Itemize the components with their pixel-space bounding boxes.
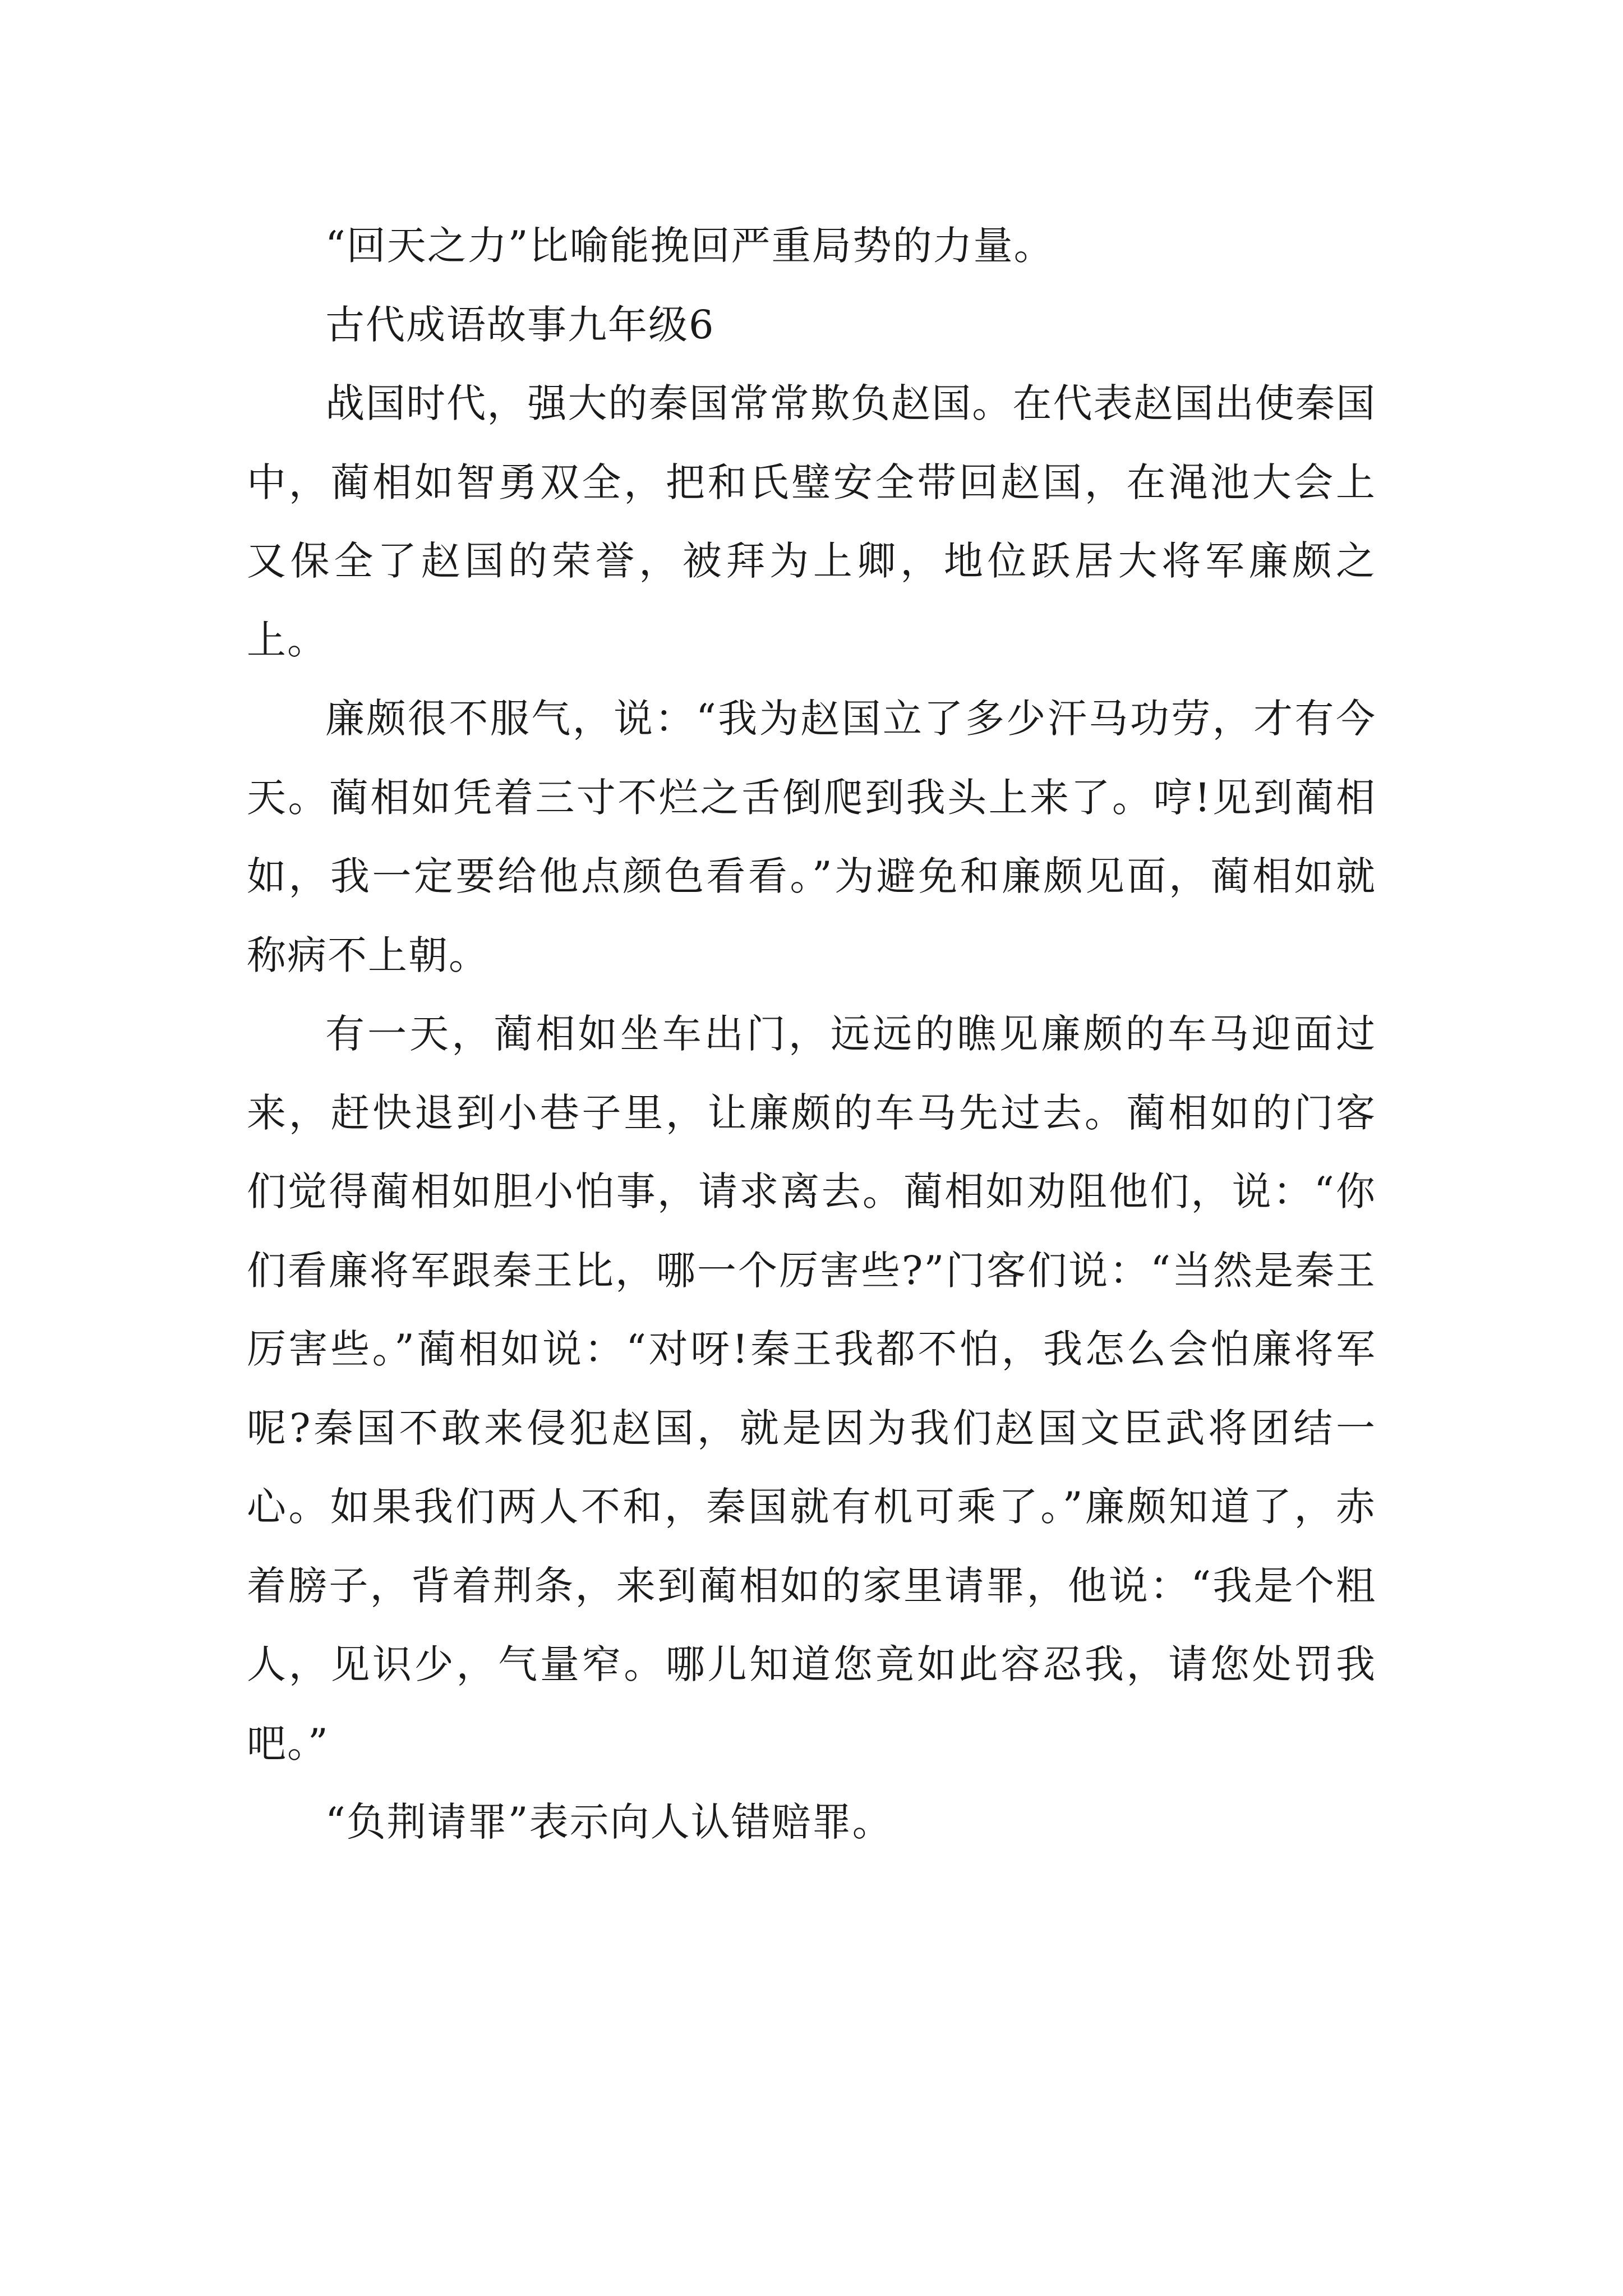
story-paragraph: 战国时代，强大的秦国常常欺负赵国。在代表赵国出使秦国中，蔺相如智勇双全，把和氏璧安全带回赵国，在渑池大会上又保全了赵国的荣誉，被拜为上卿，地位跃居大将军廉颇之上。 [247, 380, 1376, 663]
idiom-explanation-paragraph: “回天之力”比喻能挽回严重局势的力量。 [325, 223, 1054, 269]
document-body [247, 206, 1376, 1862]
story-paragraph: 廉颇很不服气，说：“我为赵国立了多少汗马功劳，才有今天。蔺相如凭着三寸不烂之舌倒爬到我头上来了。哼!见到蔺相如，我一定要给他点颜色看看。”为避免和廉颇见面，蔺相如就称病不上朝。 [247, 696, 1376, 978]
idiom-explanation-paragraph: “负荆请罪”表示向人认错赔罪。 [325, 1799, 893, 1845]
story-paragraph: 有一天，蔺相如坐车出门，远远的瞧见廉颇的车马迎面过来，赶快退到小巷子里，让廉颇的车马先过去。蔺相如的门客们觉得蔺相如胆小怕事，请求离去。蔺相如劝阻他们，说：“你们看廉将军跟秦王比，哪一个厉害些?”门客们说：“当然是秦王厉害些。”蔺相如说：“对呀!秦王我都不怕，我怎么会怕廉将军呢?秦国不敢来侵犯赵国，就是因为我们赵国文臣武将团结一心。如果我们两人不和，秦国就有机可乘了。”廉颇知道了，赤着膀子，背着荆条，来到蔺相如的家里请罪，他说：“我是个粗人，见识少，气量窄。哪儿知道您竟如此容忍我，请您处罚我吧。” [247, 1011, 1376, 1766]
section-heading: 古代成语故事九年级6 [325, 301, 715, 348]
